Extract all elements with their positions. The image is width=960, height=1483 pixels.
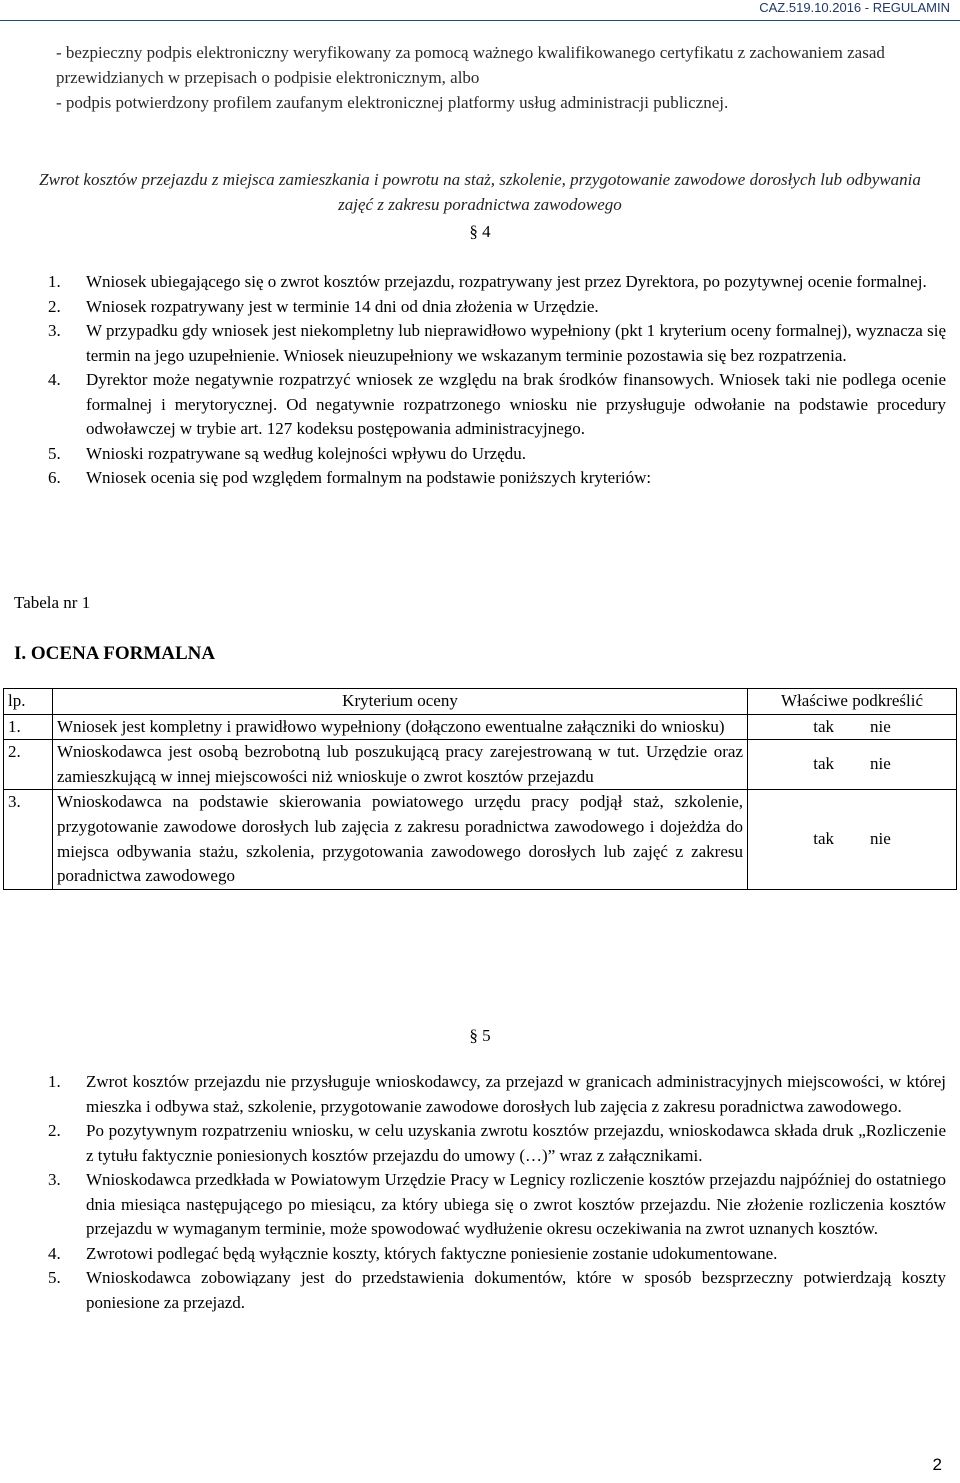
intro-block bbox=[56, 40, 944, 115]
option-yes[interactable]: tak bbox=[813, 829, 834, 849]
document-reference: CAZ.519.10.2016 - REGULAMIN bbox=[759, 0, 950, 15]
intro-line: - podpis potwierdzony profilem zaufanym elektronicznej platformy usług administracji publicznej. bbox=[56, 93, 729, 112]
table-row bbox=[4, 714, 957, 740]
table-row bbox=[4, 790, 957, 889]
table-header-row bbox=[4, 689, 957, 715]
list-item: 3. W przypadku gdy wniosek jest niekompletny lub nieprawidłowo wypełniony (pkt 1 kryterium oceny formalnej), wyznacza się termin na jego uzupełnienie. Wniosek nieuzupełniony we wskazanym terminie pozostawia się bez rozpatrzenia. bbox=[48, 321, 946, 365]
row-criterion: Wnioskodawca na podstawie skierowania powiatowego urzędu pracy podjął staż, szkolenie, przygotowanie zawodowe dorosłych lub zajęcia z zakresu poradnictwa zawodowego i dojeżdża do miejsca odbywania stażu, szkolenia, przygotowania zawodowego dorosłych lub zajęć z zakresu poradnictwa zawodowego bbox=[53, 790, 748, 889]
list-item: 3. Wnioskodawca przedkłada w Powiatowym Urzędzie Pracy w Legnicy rozliczenie kosztów przejazdu najpóźniej do ostatniego dnia miesiąca następującego po miesiącu, za który ubiega się o zwrot kosztów przejazdu. Nie złożenie rozliczenia kosztów przejazdu w wymaganym terminie, może spowodować wydłużenie okresu oczekiwania na zwrot uznanych kosztów. bbox=[48, 1170, 946, 1238]
option-no[interactable]: nie bbox=[870, 716, 891, 736]
row-criterion: Wnioskodawca jest osobą bezrobotną lub poszukującą pracy zarejestrowaną w tut. Urzędzie oraz zamieszkującą w innej miejscowości niż wnioskuje o zwrot kosztów przejazdu bbox=[53, 740, 748, 790]
table-caption: Tabela nr 1 bbox=[14, 593, 91, 612]
option-no[interactable]: nie bbox=[870, 754, 891, 774]
list-item: 2. Wniosek rozpatrywany jest w terminie 14 dni od dnia złożenia w Urzędzie. bbox=[48, 296, 599, 316]
list-item: 5. Wnioski rozpatrywane są według kolejności wpływu do Urzędu. bbox=[48, 443, 526, 463]
table-row bbox=[4, 740, 957, 790]
row-criterion: Wniosek jest kompletny i prawidłowo wypełniony (dołączono ewentualne załączniki do wniosku) bbox=[53, 714, 748, 740]
header-criterion: Kryterium oceny bbox=[53, 689, 748, 715]
list-item: 2. Po pozytywnym rozpatrzeniu wniosku, w celu uzyskania zwrotu kosztów przejazdu, wnioskodawca składa druk „Rozliczenie z tytułu faktycznie poniesionych kosztów przejazdu do umowy (…)” wraz z załącznikami. bbox=[48, 1121, 946, 1165]
list-item: 5. Wnioskodawca zobowiązany jest do przedstawienia dokumentów, które w sposób bezsprzeczny potwierdzają koszty poniesione za przejazd. bbox=[48, 1268, 946, 1312]
list-item: 1. Zwrot kosztów przejazdu nie przysługuje wnioskodawcy, za przejazd w granicach administracyjnych miejscowości, w której mieszka i odbywa staż, szkolenie, przygotowanie zawodowe dorosłych lub zajęcia z zakresu poradnictwa zawodowego. bbox=[48, 1072, 946, 1116]
list-item: 4. Dyrektor może negatywnie rozpatrzyć wniosek ze względu na brak środków finansowych. Wniosek taki nie podlega ocenie formalnej i merytorycznej. Od negatywnie rozpatrzonego wniosku nie przysługuje odwołanie na podstawie procedury odwoławczej w trybie art. 127 kodeksu postępowania administracyjnego. bbox=[48, 370, 946, 438]
row-lp: 2. bbox=[4, 740, 53, 790]
header-lp: lp. bbox=[4, 689, 53, 715]
section-5-list bbox=[48, 1070, 946, 1315]
list-item: 6. Wniosek ocenia się pod względem formalnym na podstawie poniższych kryteriów: bbox=[48, 468, 652, 487]
option-yes[interactable]: tak bbox=[813, 754, 834, 774]
paragraph-sign-5: § 5 bbox=[469, 1026, 491, 1045]
header-rule bbox=[0, 20, 960, 21]
section-4-list bbox=[48, 270, 946, 491]
option-yes[interactable]: tak bbox=[813, 716, 834, 736]
intro-line: - bezpieczny podpis elektroniczny weryfikowany za pomocą ważnego kwalifikowanego certyfikatu z zachowaniem zasad przewidzianych w przepisach o podpisie elektronicznym, albo bbox=[56, 43, 885, 87]
row-lp: 1. bbox=[4, 714, 53, 740]
paragraph-sign-4: § 4 bbox=[469, 222, 491, 241]
row-options bbox=[748, 714, 957, 740]
criteria-table bbox=[3, 688, 957, 890]
list-item: 4. Zwrotowi podlegać będą wyłącznie koszty, których faktyczne poniesienie zostanie udokumentowane. bbox=[48, 1243, 778, 1263]
row-options bbox=[748, 790, 957, 889]
table-section-title: I. OCENA FORMALNA bbox=[14, 643, 216, 664]
page-number: 2 bbox=[932, 1455, 942, 1474]
row-lp: 3. bbox=[4, 790, 53, 889]
section-title: Zwrot kosztów przejazdu z miejsca zamieszkania i powrotu na staż, szkolenie, przygotowanie zawodowe dorosłych lub odbywania zajęć z zakresu poradnictwa zawodowego bbox=[39, 170, 921, 214]
row-options bbox=[748, 740, 957, 790]
page-header bbox=[0, 0, 960, 22]
header-options: Właściwe podkreślić bbox=[748, 689, 957, 715]
list-item: 1. Wniosek ubiegającego się o zwrot kosztów przejazdu, rozpatrywany jest przez Dyrektora, po pozytywnej ocenie formalnej. bbox=[48, 272, 927, 291]
option-no[interactable]: nie bbox=[870, 829, 891, 849]
